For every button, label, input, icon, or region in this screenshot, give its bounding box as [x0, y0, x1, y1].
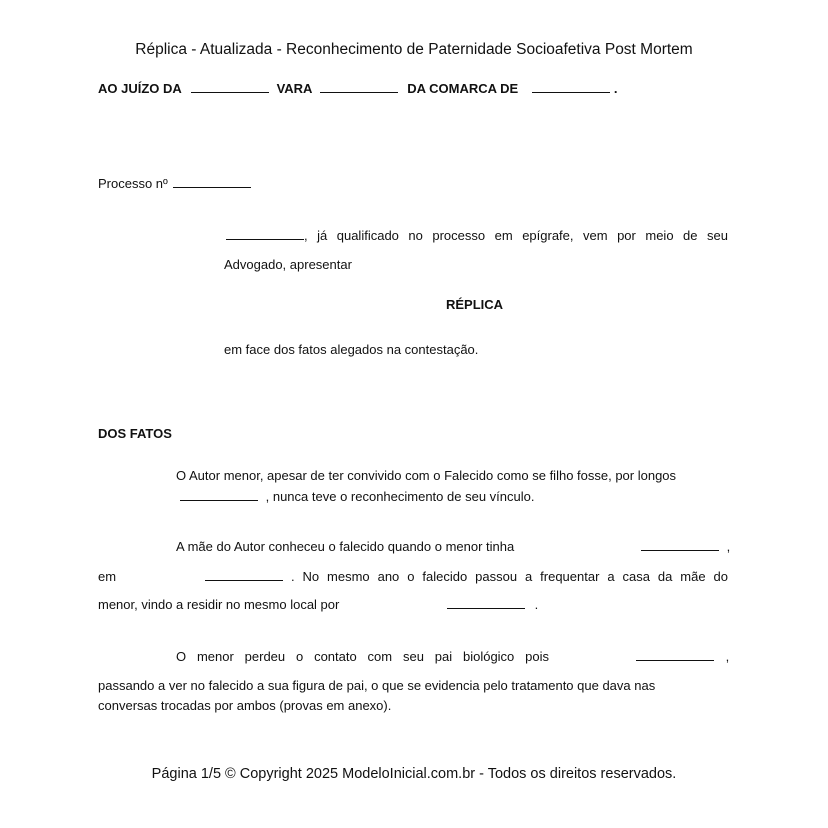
replica-heading: RÉPLICA [446, 297, 504, 312]
address-end: . [613, 81, 618, 96]
para2-line2 [205, 569, 728, 584]
blank-field [641, 539, 719, 551]
blank-field [173, 176, 251, 188]
section-dos-fatos: DOS FATOS [98, 426, 172, 441]
address-part1: AO JUÍZO DA [98, 81, 182, 96]
para2-text2: . No mesmo ano o falecido passou a frequentar a casa da mãe do [290, 569, 728, 584]
blank-field [205, 569, 283, 581]
para2-line1-blank [641, 539, 730, 554]
blank-field [636, 649, 714, 661]
para3-line3: conversas trocadas por ambos (provas em anexo). [98, 698, 392, 713]
para2-line2-start: em [98, 569, 117, 584]
intro-text1: , já qualificado no processo em epígrafe, vem por meio de seu [304, 228, 728, 243]
address-part3: DA COMARCA DE [407, 81, 519, 96]
para3-line1-blank [636, 649, 729, 664]
para1-line2 [180, 489, 534, 504]
blank-field [180, 489, 258, 501]
process-label: Processo nº [98, 176, 168, 191]
process-number [98, 176, 251, 191]
blank-field [532, 81, 610, 93]
para3-line1: O menor perdeu o contato com seu pai biológico pois [176, 649, 549, 664]
para2-line1: A mãe do Autor conheceu o falecido quando o menor tinha [176, 539, 515, 554]
blank-field [447, 597, 525, 609]
intro-line1 [226, 228, 728, 243]
document-title: Réplica - Atualizada - Reconhecimento de Paternidade Socioafetiva Post Mortem [135, 41, 693, 58]
para2-comma: , [726, 539, 731, 554]
court-address [98, 81, 617, 96]
para3-line2: passando a ver no falecido a sua figura de pai, o que se evidencia pelo tratamento que dava nas [98, 678, 656, 693]
para1-line1: O Autor menor, apesar de ter convivido com o Falecido como se filho fosse, por longos [176, 468, 677, 483]
para3-comma: , [725, 649, 730, 664]
intro-line2: Advogado, apresentar [224, 257, 352, 272]
page-footer: Página 1/5 © Copyright 2025 ModeloInicial.com.br - Todos os direitos reservados. [151, 766, 677, 782]
blank-field [320, 81, 398, 93]
blank-field [191, 81, 269, 93]
para2-line3: menor, vindo a residir no mesmo local por [98, 597, 340, 612]
para1-text2: , nunca teve o reconhecimento de seu vínculo. [265, 489, 535, 504]
blank-field [226, 228, 304, 240]
para2-line3-blank [447, 597, 538, 612]
address-part2: VARA [276, 81, 312, 96]
face-text: em face dos fatos alegados na contestação. [224, 342, 479, 357]
para2-end: . [534, 597, 539, 612]
